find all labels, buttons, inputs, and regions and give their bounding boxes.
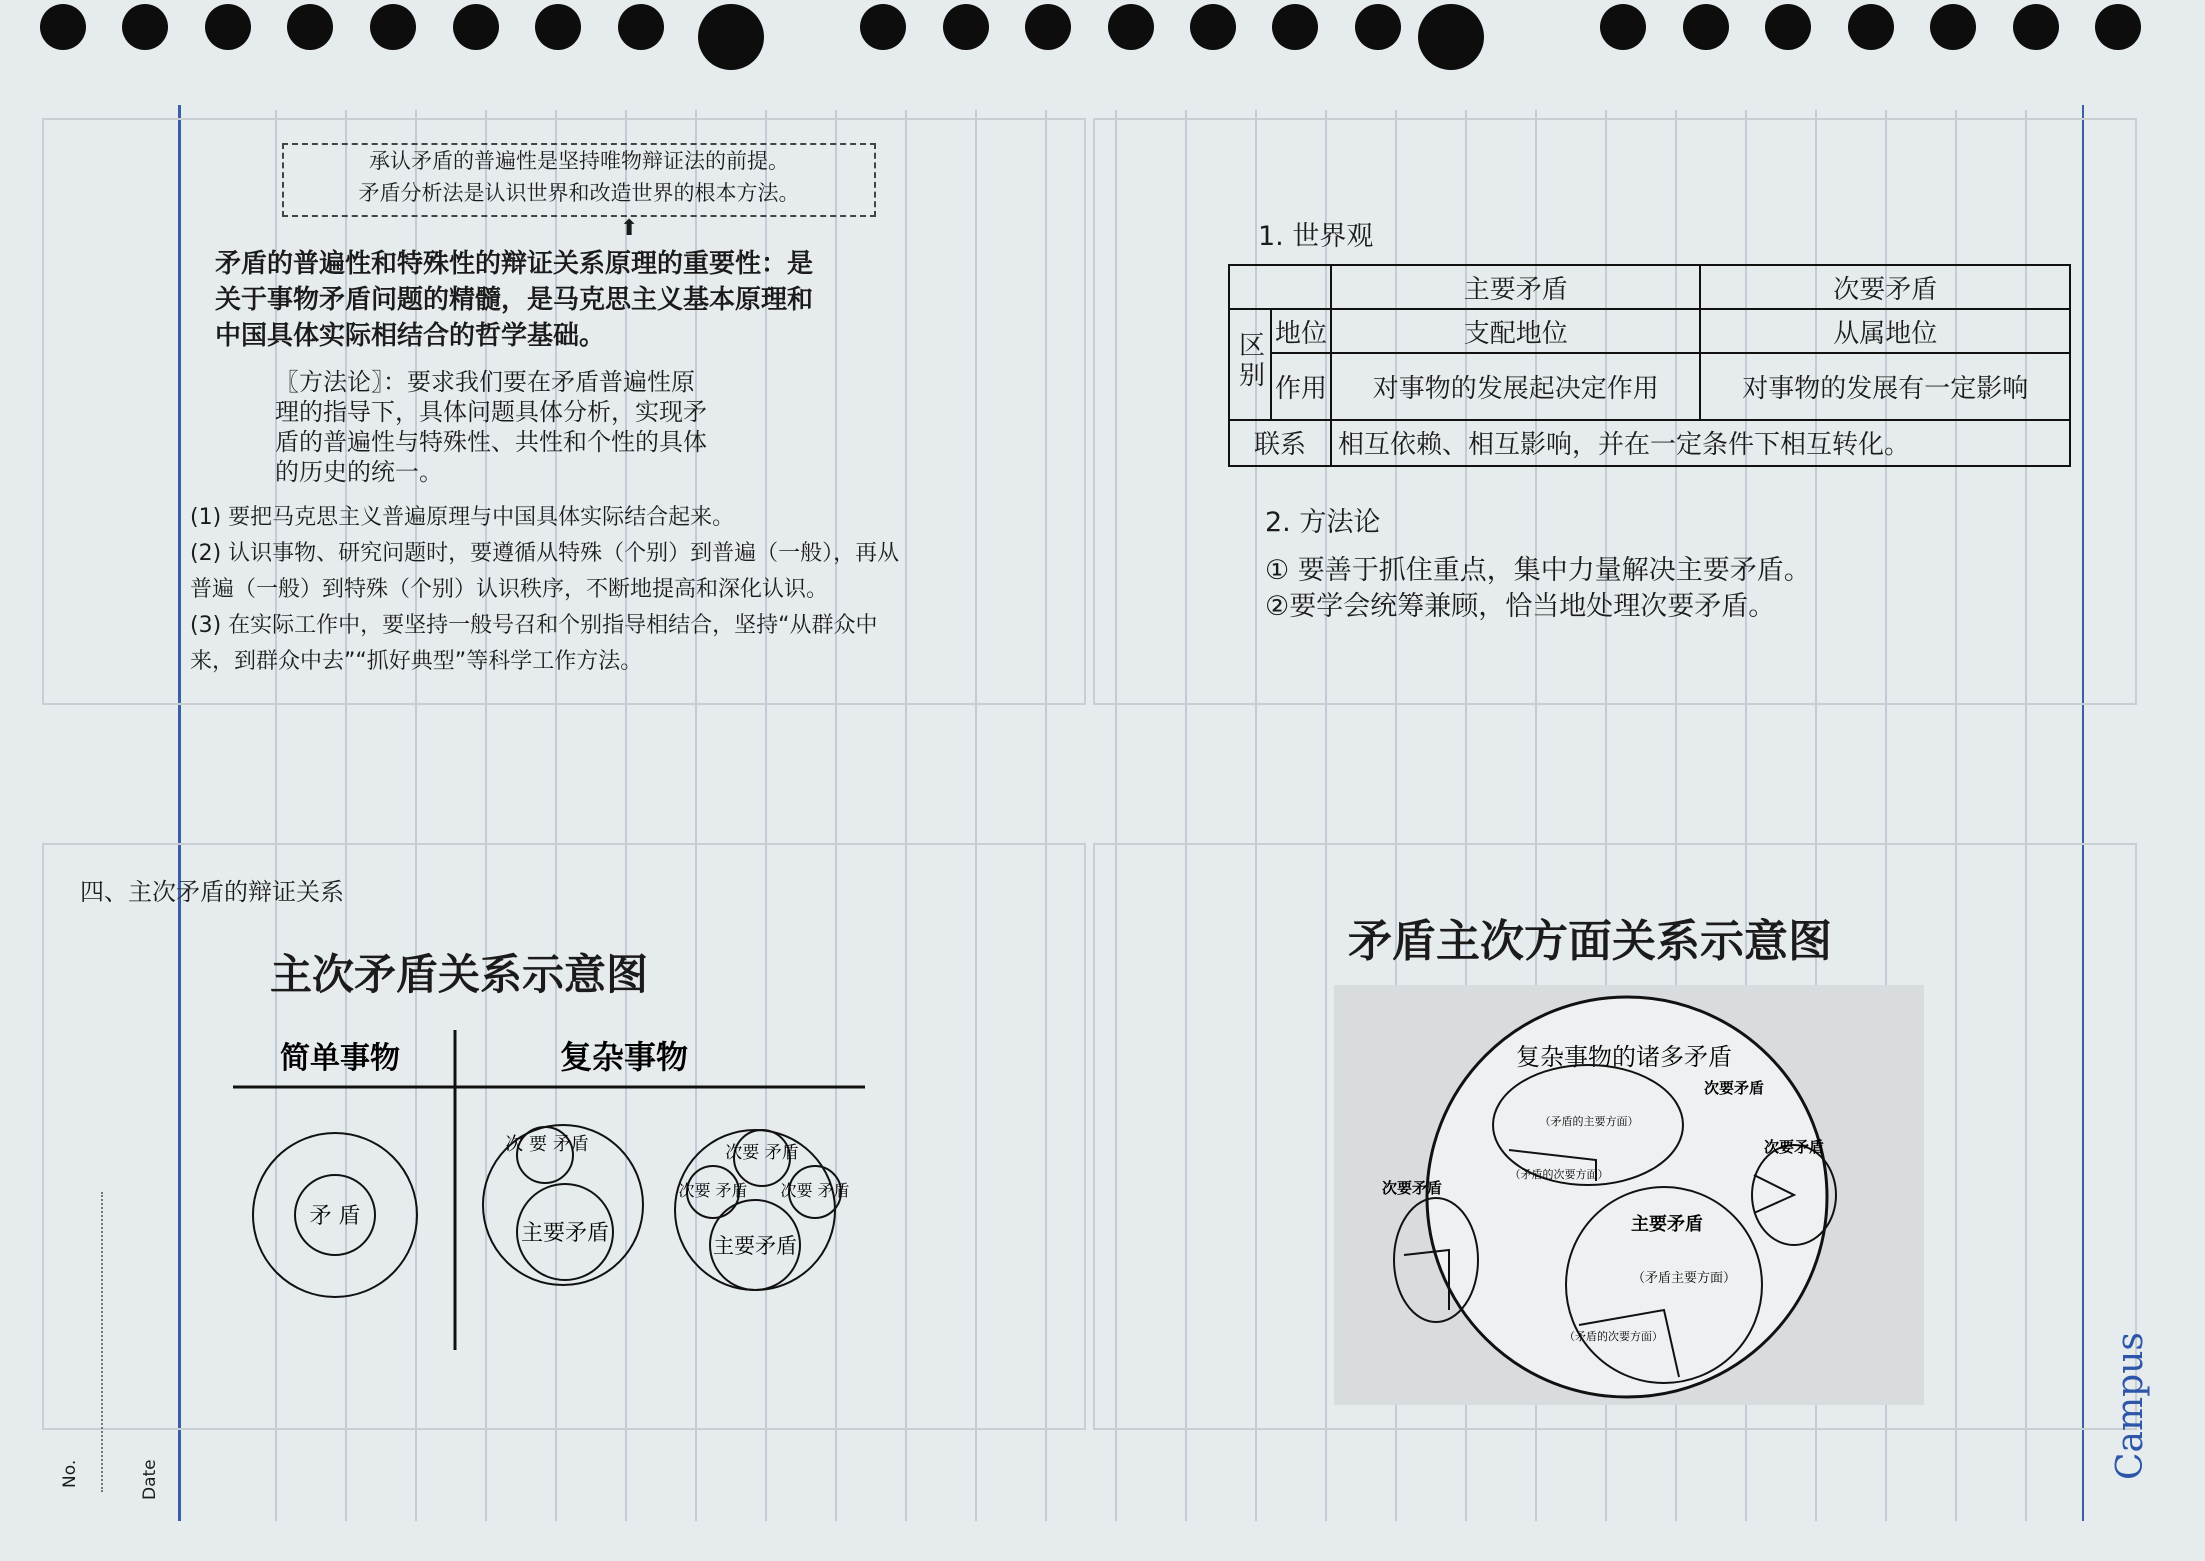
brand-logo: Campus [2110,1332,2151,1480]
simple-label: 矛 盾 [309,1204,361,1229]
hole [943,4,989,50]
hole [1025,4,1071,50]
table-header-minor: 次要矛盾 [1700,265,2070,309]
importance-line: 矛盾的普遍性和特殊性的辩证关系原理的重要性：是 [215,249,814,279]
no-label: No. [60,1459,80,1488]
section-methodology: 2. 方法论 [1265,507,1381,538]
main-label: 主要矛盾 [1631,1214,1703,1235]
table-cell: 相互依赖、相互影响，并在一定条件下相互转化。 [1331,420,2070,466]
table-header-main: 主要矛盾 [1331,265,1700,309]
hole [2013,4,2059,50]
complex3-minor-right-label: 次要 矛盾 [780,1181,850,1200]
importance-line: 关于事物矛盾问题的精髓，是马克思主义基本原理和 [215,285,814,315]
aspect-minor-top: （矛盾的次要方面） [1509,1168,1609,1181]
method-item-2: ②要学会统筹兼顾，恰当地处理次要矛盾。 [1265,591,1776,622]
list-item: (1) 要把马克思主义普遍原理与中国具体实际结合起来。 [190,505,735,530]
list-item: (3) 在实际工作中，要坚持一般号召和个别指导相结合，坚持“从群众中 [190,613,878,638]
hole [40,4,86,50]
principle-line-2: 矛盾分析法是认识世界和改造世界的根本方法。 [358,181,800,205]
hole [1355,4,1401,50]
list-item: (2) 认识事物、研究问题时，要遵循从特殊（个别）到普遍（一般），再从 [190,541,900,566]
complex2-main-label: 主要矛盾 [520,1221,610,1246]
section-heading-four: 四、主次矛盾的辩证关系 [80,878,344,906]
hole [287,4,333,50]
methodology-paragraph [275,367,707,487]
hole [1600,4,1646,50]
binding-holes [0,0,2205,70]
complex2-minor-label: 次 要 矛盾 [505,1134,589,1155]
complex3-minor-top-label: 次要 矛盾 [725,1143,799,1163]
aspect-main-top: （矛盾的主要方面） [1539,1115,1639,1128]
table-diff-label [1229,309,1271,420]
method-item-1: ① 要善于抓住重点，集中力量解决主要矛盾。 [1265,555,1811,586]
hole [1190,4,1236,50]
main-minor-diagram [225,1020,875,1360]
diagram-title-left: 主次矛盾关系示意图 [270,950,649,999]
minor-top-label: 次要矛盾 [1704,1079,1765,1097]
aspect-minor-bottom: （矛盾的次要方面） [1564,1330,1663,1343]
methodology-line: 理的指导下，具体问题具体分析，实现矛 [275,398,707,426]
methodology-line: 盾的普遍性与特殊性、共性和个性的具体 [275,428,707,456]
complex3-main-label: 主要矛盾 [713,1234,797,1258]
col-simple-label: 简单事物 [280,1041,400,1076]
outer-label: 复杂事物的诸多矛盾 [1516,1043,1732,1071]
hole [1765,4,1811,50]
hole [453,4,499,50]
table-cell: 对事物的发展有一定影响 [1700,353,2070,419]
hole [1108,4,1154,50]
hole [618,4,664,50]
up-arrow-icon: ⬆ [620,216,639,241]
importance-paragraph [215,246,813,354]
numbered-list [190,500,899,680]
table-row-label: 联系 [1229,420,1331,466]
hole [860,4,906,50]
list-item: 普遍（一般）到特殊（个别）认识秩序，不断地提高和深化认识。 [190,577,829,602]
hole [1848,4,1894,50]
table-row-label: 地位 [1271,309,1331,353]
hole [2095,4,2141,50]
date-label: Date [140,1459,160,1500]
hole [1683,4,1729,50]
col-complex-label: 复杂事物 [560,1038,689,1076]
hole [1272,4,1318,50]
hole [1418,4,1484,70]
hole [535,4,581,50]
no-dotted-line [101,1192,105,1492]
section-worldview: 1. 世界观 [1258,221,1374,252]
contradiction-table [1228,264,2071,467]
table-cell: 对事物的发展起决定作用 [1331,353,1700,419]
hole [205,4,251,50]
hole [1930,4,1976,50]
table-cell: 支配地位 [1331,309,1700,353]
aspect-diagram [1334,985,1924,1405]
hole [370,4,416,50]
minor-left-label: 次要矛盾 [1381,1179,1442,1197]
table-cell: 从属地位 [1700,309,2070,353]
list-item: 来，到群众中去”“抓好典型”等科学工作方法。 [190,649,643,674]
importance-line: 中国具体实际相结合的哲学基础。 [215,321,606,351]
principle-line-1: 承认矛盾的普遍性是坚持唯物辩证法的前提。 [369,149,789,173]
minor-right-label: 次要矛盾 [1763,1138,1825,1156]
diff-label-text: 区别 [1234,330,1265,391]
complex3-minor-left-label: 次要 矛盾 [678,1181,748,1200]
aspect-main-bottom: （矛盾主要方面） [1631,1271,1737,1286]
methodology-line: 的历史的统一。 [275,458,443,486]
principle-box [282,143,876,217]
diagram-title-right: 矛盾主次方面关系示意图 [1348,916,1832,967]
table-corner [1229,265,1331,309]
hole [698,4,764,70]
methodology-line: 〖方法论〗：要求我们要在矛盾普遍性原 [275,368,695,396]
table-row-label: 作用 [1271,353,1331,419]
hole [122,4,168,50]
